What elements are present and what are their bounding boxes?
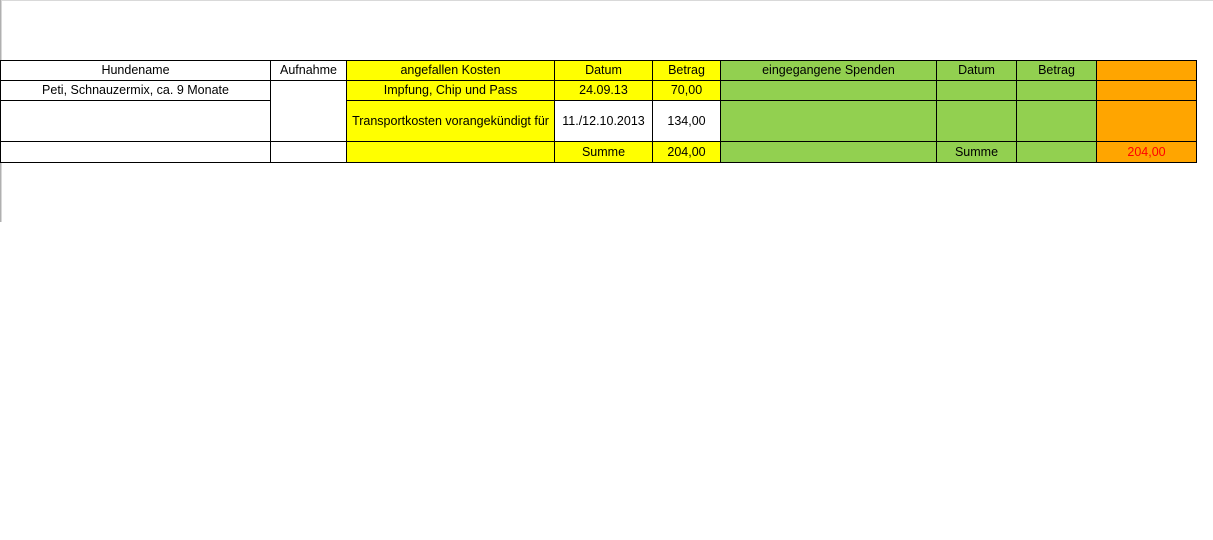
table-row xyxy=(1,81,1197,101)
cell-last xyxy=(1097,101,1197,142)
cell-hundename xyxy=(1,101,271,142)
header-betrag-spenden: Betrag xyxy=(1017,61,1097,81)
header-datum-spenden: Datum xyxy=(937,61,1017,81)
cell-hundename xyxy=(1,142,271,163)
cell-spenden xyxy=(721,142,937,163)
cell-summe-total: 204,00 xyxy=(1097,142,1197,163)
cell-spenden xyxy=(721,81,937,101)
cell-datum-spenden xyxy=(937,101,1017,142)
cell-aufnahme xyxy=(271,81,347,142)
cell-kosten xyxy=(347,142,555,163)
cell-kosten: Impfung, Chip und Pass xyxy=(347,81,555,101)
table-row-summary xyxy=(1,142,1197,163)
header-datum-kosten: Datum xyxy=(555,61,653,81)
cell-hundename: Peti, Schnauzermix, ca. 9 Monate xyxy=(1,81,271,101)
cell-betrag-kosten: 70,00 xyxy=(653,81,721,101)
cell-spenden xyxy=(721,101,937,142)
cell-betrag-spenden xyxy=(1017,81,1097,101)
top-divider xyxy=(0,0,1213,1)
cell-summe-betrag-spenden xyxy=(1017,142,1097,163)
cell-summe-betrag-kosten: 204,00 xyxy=(653,142,721,163)
header-betrag-kosten: Betrag xyxy=(653,61,721,81)
cell-last xyxy=(1097,81,1197,101)
cost-donation-table xyxy=(0,60,1197,163)
table-row xyxy=(1,101,1197,142)
cell-datum-spenden xyxy=(937,81,1017,101)
cell-datum-kosten: 24.09.13 xyxy=(555,81,653,101)
cell-aufnahme xyxy=(271,142,347,163)
cell-betrag-spenden xyxy=(1017,101,1097,142)
cell-summe-label-kosten: Summe xyxy=(555,142,653,163)
cell-betrag-kosten: 134,00 xyxy=(653,101,721,142)
header-angefallen-kosten: angefallen Kosten xyxy=(347,61,555,81)
cell-kosten: Transportkosten vorangekündigt für xyxy=(347,101,555,142)
header-hundename: Hundename xyxy=(1,61,271,81)
table-header-row xyxy=(1,61,1197,81)
cell-summe-label-spenden: Summe xyxy=(937,142,1017,163)
header-aufnahme: Aufnahme xyxy=(271,61,347,81)
header-eingegangene-spenden: eingegangene Spenden xyxy=(721,61,937,81)
cell-datum-kosten: 11./12.10.2013 xyxy=(555,101,653,142)
header-last xyxy=(1097,61,1197,81)
